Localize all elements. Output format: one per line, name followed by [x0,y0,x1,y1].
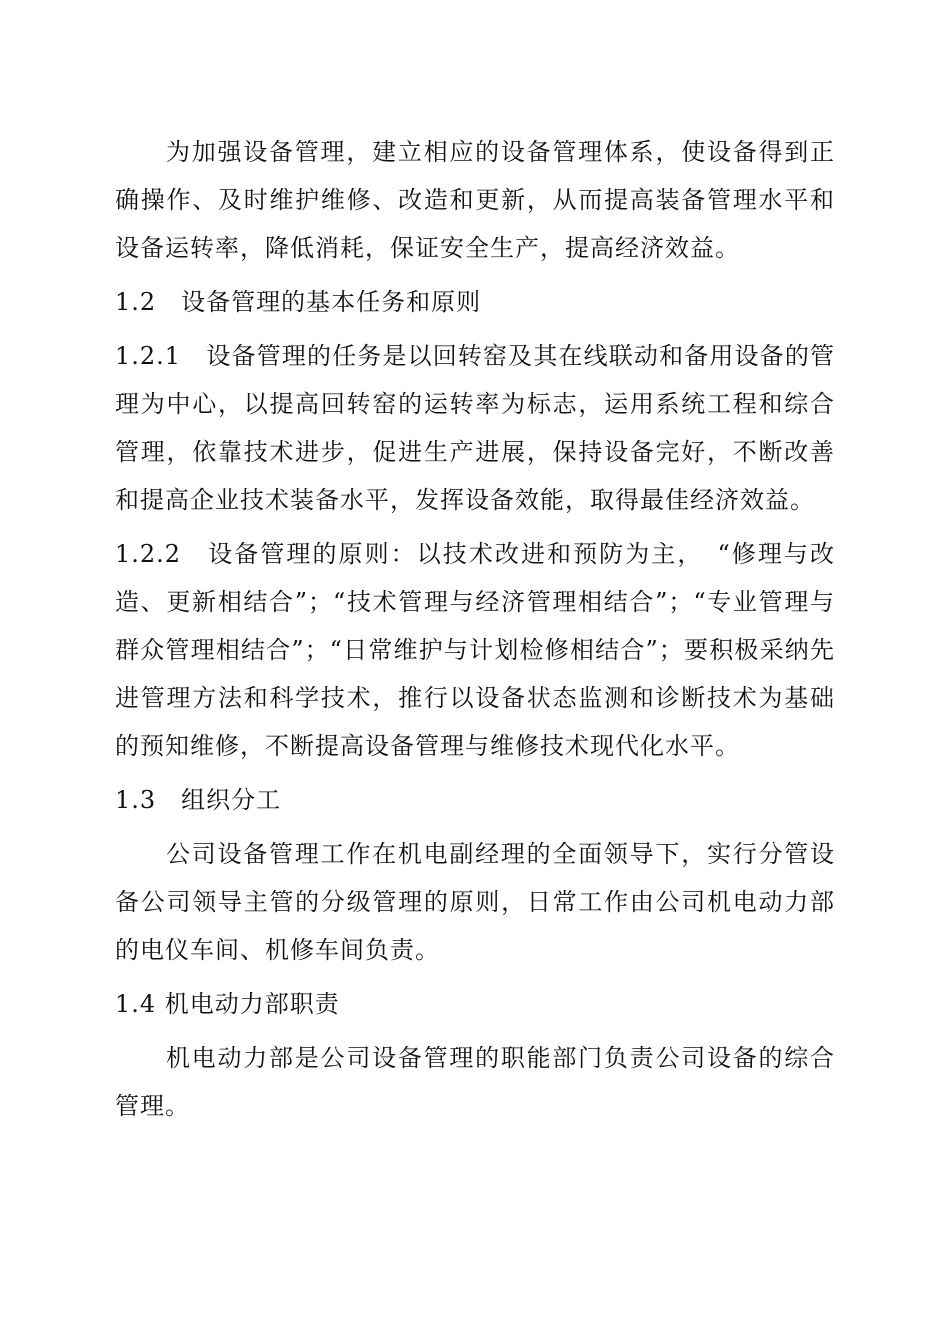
intro-paragraph: 为加强设备管理，建立相应的设备管理体系，使设备得到正确操作、及时维护维修、改造和更新，从而提高装备管理水平和设备运转率，降低消耗，保证安全生产，提高经济效益。 [115,138,835,262]
document-page [115,128,835,1130]
clause-1-2-1: 1.2.1 设备管理的任务是以回转窑及其在线联动和备用设备的管理为中心，以提高回转窑的运转率为标志，运用系统工程和综合管理，依靠技术进步，促进生产进展，保持设备完好，不断改善和提高企业技术装备水平，发挥设备效能，取得最佳经济效益。 [115,342,835,514]
section-1-4-paragraph: 机电动力部是公司设备管理的职能部门负责公司设备的综合管理。 [115,1044,835,1120]
section-heading-1-2: 1.2 设备管理的基本任务和原则 [115,288,482,316]
section-heading-1-3: 1.3 组织分工 [115,786,282,814]
section-1-3-paragraph: 公司设备管理工作在机电副经理的全面领导下，实行分管设备公司领导主管的分级管理的原则，日常工作由公司机电动力部的电仪车间、机修车间负责。 [115,840,835,964]
section-heading-1-4: 1.4 机电动力部职责 [115,990,340,1018]
clause-1-2-2: 1.2.2 设备管理的原则：以技术改进和预防为主， “修理与改造、更新相结合”；“技术管理与经济管理相结合”；“专业管理与群众管理相结合”；“日常维护与计划检修相结合”；要积极采纳先进管理方法和科学技术，推行以设备状态监测和诊断技术为基础的预知维修，不断提高设备管理与维修技术现代化水平。 [115,540,835,760]
